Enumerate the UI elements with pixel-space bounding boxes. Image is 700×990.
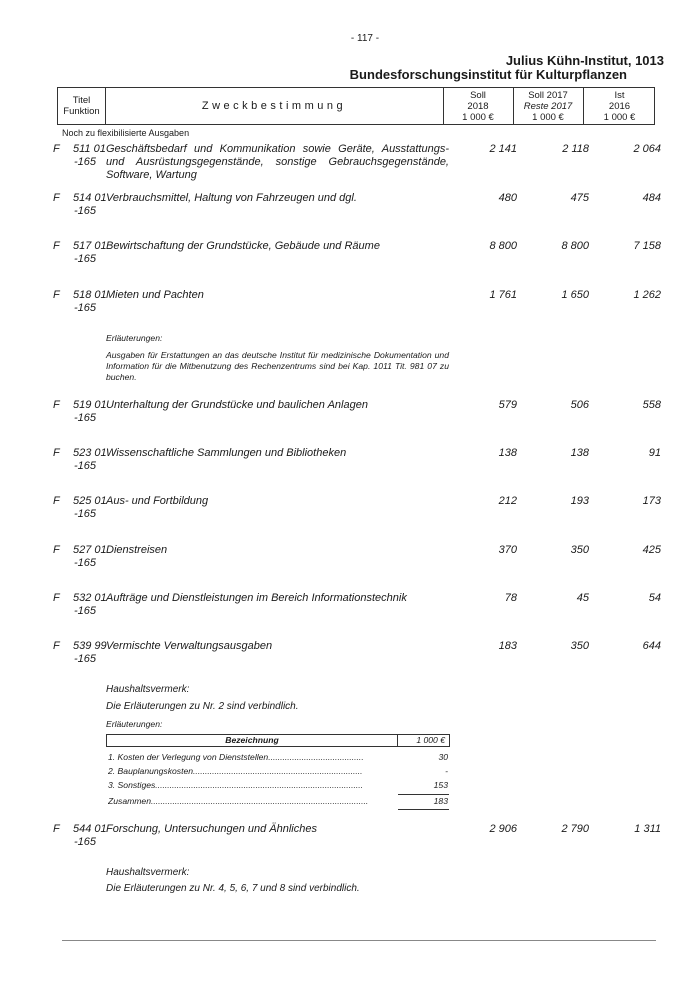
- page-number: - 117 -: [350, 33, 380, 44]
- function-code: -165: [74, 302, 97, 314]
- title-number: 532 01: [73, 592, 107, 604]
- soll-2017-value: 2 118: [562, 143, 589, 155]
- flex-flag: F: [53, 544, 60, 556]
- col-ist-2016: [583, 88, 656, 124]
- title-number: 544 01: [73, 823, 107, 835]
- erlaeuterungen-heading: Erläuterungen:: [106, 719, 163, 729]
- row-description: Forschung, Untersuchungen und Ähnliches: [106, 823, 317, 835]
- title-number: 523 01: [73, 447, 107, 459]
- function-code: -165: [74, 205, 97, 217]
- row-description: Aus- und Fortbildung: [106, 495, 209, 507]
- col-titel-label: Titel: [72, 95, 91, 106]
- item-label: 3. Sonstiges.......................................................................................: [108, 780, 364, 790]
- ist-2016-value: 425: [642, 544, 661, 556]
- total-label: Zusammen...........................................................................................: [108, 796, 369, 806]
- item-value: -: [445, 766, 448, 776]
- soll-2018-value: 2 141: [489, 143, 517, 155]
- soll-2017-value: 350: [570, 544, 589, 556]
- column-header-table: [57, 87, 655, 125]
- function-code: -165: [74, 460, 97, 472]
- ist-2016-value: 91: [648, 447, 661, 459]
- ist-2016-value: 1 311: [634, 823, 661, 835]
- title-number: 525 01: [73, 495, 107, 507]
- title-number: 517 01: [73, 240, 107, 252]
- flex-flag: F: [53, 592, 60, 604]
- sum-divider: [398, 794, 449, 795]
- table-row: [106, 780, 450, 792]
- erlaeuterungen-text: Ausgaben für Erstattungen an das deutsche Institut für medizinische Dokumentation und Information für die Mitbenutzung des Rechenzentrums sind bei Kap. 1011 Tit. 981 07 zu buchen.: [106, 350, 449, 382]
- title-number: 527 01: [73, 544, 107, 556]
- col-soll17-l2: Reste 2017: [523, 100, 573, 112]
- soll-2018-value: 8 800: [489, 240, 517, 252]
- table-total-row: [106, 796, 450, 808]
- soll-2018-value: 1 761: [489, 289, 517, 301]
- col-ist-l2: 2016: [608, 100, 631, 112]
- item-value: 30: [438, 752, 448, 762]
- row-description: Dienstreisen: [106, 544, 168, 556]
- row-description: Vermischte Verwaltungsausgaben: [106, 640, 273, 652]
- function-code: -165: [74, 836, 97, 848]
- function-code: -165: [74, 508, 97, 520]
- function-code: -165: [74, 412, 97, 424]
- col-titel-funktion: [58, 88, 106, 124]
- item-label: 2. Bauplanungskosten.......................................................................: [108, 766, 363, 776]
- col-bezeichnung: Bezeichnung: [107, 735, 398, 746]
- row-description: Wissenschaftliche Sammlungen und Bibliotheken: [106, 447, 347, 459]
- flex-flag: F: [53, 640, 60, 652]
- soll-2017-value: 2 790: [561, 823, 589, 835]
- flex-flag: F: [53, 399, 60, 411]
- soll-2018-value: 370: [498, 544, 517, 556]
- function-code: -165: [74, 253, 97, 265]
- soll-2018-value: 212: [498, 495, 517, 507]
- function-code: -165: [74, 156, 97, 168]
- soll-2018-value: 2 906: [489, 823, 517, 835]
- footer-rule: [62, 940, 656, 941]
- ist-2016-value: 7 158: [633, 240, 661, 252]
- flex-flag: F: [53, 495, 60, 507]
- col-funktion-label: Funktion: [63, 106, 100, 117]
- row-description: Mieten und Pachten: [106, 289, 204, 301]
- total-value: 183: [433, 796, 448, 806]
- title-number: 514 01: [73, 192, 107, 204]
- table-row: [106, 752, 450, 764]
- row-description: Geschäftsbedarf und Kommunikation sowie Geräte, Ausstattungs- und Ausrüstungsgegenstände, sonstige Gebrauchsgegenstände, Software, Wartung: [106, 143, 449, 181]
- flex-flag: F: [53, 447, 60, 459]
- soll-2017-value: 506: [570, 399, 589, 411]
- col-zweck-label: Zweckbestimmung: [201, 99, 347, 112]
- col-soll-2018: [443, 88, 514, 124]
- col-ist-l1: Ist: [614, 89, 625, 101]
- flex-flag: F: [53, 823, 60, 835]
- title-number: 539 99: [73, 640, 107, 652]
- institute-subheader: Bundesforschungsinstitut für Kulturpflanzen: [349, 67, 627, 82]
- haushaltsvermerk-text: Die Erläuterungen zu Nr. 4, 5, 6, 7 und 8 sind verbindlich.: [106, 883, 360, 894]
- item-value: 153: [433, 780, 448, 790]
- erlaeuterungen-table: [106, 734, 450, 806]
- haushaltsvermerk-heading: Haushaltsvermerk:: [106, 867, 190, 878]
- ist-2016-value: 484: [642, 192, 661, 204]
- row-description: Bewirtschaftung der Grundstücke, Gebäude und Räume: [106, 240, 380, 252]
- function-code: -165: [74, 653, 97, 665]
- soll-2017-value: 1 650: [561, 289, 589, 301]
- erlaeuterungen-table-header: [106, 734, 450, 747]
- soll-2017-value: 138: [570, 447, 589, 459]
- col-zweckbestimmung: [105, 88, 444, 124]
- row-description: Aufträge und Dienstleistungen im Bereich Informationstechnik: [106, 592, 407, 604]
- section-note: Noch zu flexibilisierte Ausgaben: [62, 128, 190, 138]
- ist-2016-value: 173: [642, 495, 661, 507]
- soll-2017-value: 8 800: [561, 240, 589, 252]
- col-soll-2017: [513, 88, 584, 124]
- title-number: 518 01: [73, 289, 107, 301]
- title-number: 519 01: [73, 399, 107, 411]
- row-description: Verbrauchsmittel, Haltung von Fahrzeugen und dgl.: [106, 192, 357, 204]
- haushaltsvermerk-text: Die Erläuterungen zu Nr. 2 sind verbindlich.: [106, 701, 299, 712]
- item-label: 1. Kosten der Verlegung von Dienststellen........................................: [108, 752, 364, 762]
- col-soll18-l2: 2018: [467, 100, 489, 112]
- soll-2018-value: 183: [498, 640, 517, 652]
- col-unit: 1 000 €: [416, 735, 445, 745]
- ist-2016-value: 558: [642, 399, 661, 411]
- flex-flag: F: [53, 289, 60, 301]
- soll-2017-value: 193: [570, 495, 589, 507]
- title-number: 511 01: [73, 143, 106, 155]
- soll-2018-value: 138: [498, 447, 517, 459]
- soll-2017-value: 475: [570, 192, 589, 204]
- function-code: -165: [74, 605, 97, 617]
- soll-2018-value: 480: [498, 192, 517, 204]
- haushaltsvermerk-heading: Haushaltsvermerk:: [106, 684, 190, 695]
- ist-2016-value: 54: [648, 592, 661, 604]
- col-soll18-l3: 1 000 €: [462, 111, 494, 123]
- total-underline: [398, 809, 449, 810]
- col-soll17-l1: Soll 2017: [528, 89, 568, 101]
- flex-flag: F: [53, 192, 60, 204]
- row-description: Unterhaltung der Grundstücke und baulichen Anlagen: [106, 399, 368, 411]
- col-ist-l3: 1 000 €: [603, 111, 636, 123]
- soll-2017-value: 45: [576, 592, 589, 604]
- soll-2017-value: 350: [570, 640, 589, 652]
- ist-2016-value: 2 064: [633, 143, 661, 155]
- soll-2018-value: 78: [504, 592, 517, 604]
- institute-header: Julius Kühn-Institut, 1013: [505, 53, 664, 68]
- ist-2016-value: 644: [642, 640, 661, 652]
- flex-flag: F: [53, 240, 60, 252]
- function-code: -165: [74, 557, 97, 569]
- col-soll17-l3: 1 000 €: [532, 111, 564, 123]
- table-row: [106, 766, 450, 778]
- soll-2018-value: 579: [498, 399, 517, 411]
- ist-2016-value: 1 262: [633, 289, 661, 301]
- flex-flag: F: [53, 143, 60, 155]
- erlaeuterungen-heading: Erläuterungen:: [106, 333, 163, 343]
- col-soll18-l1: Soll: [470, 89, 486, 101]
